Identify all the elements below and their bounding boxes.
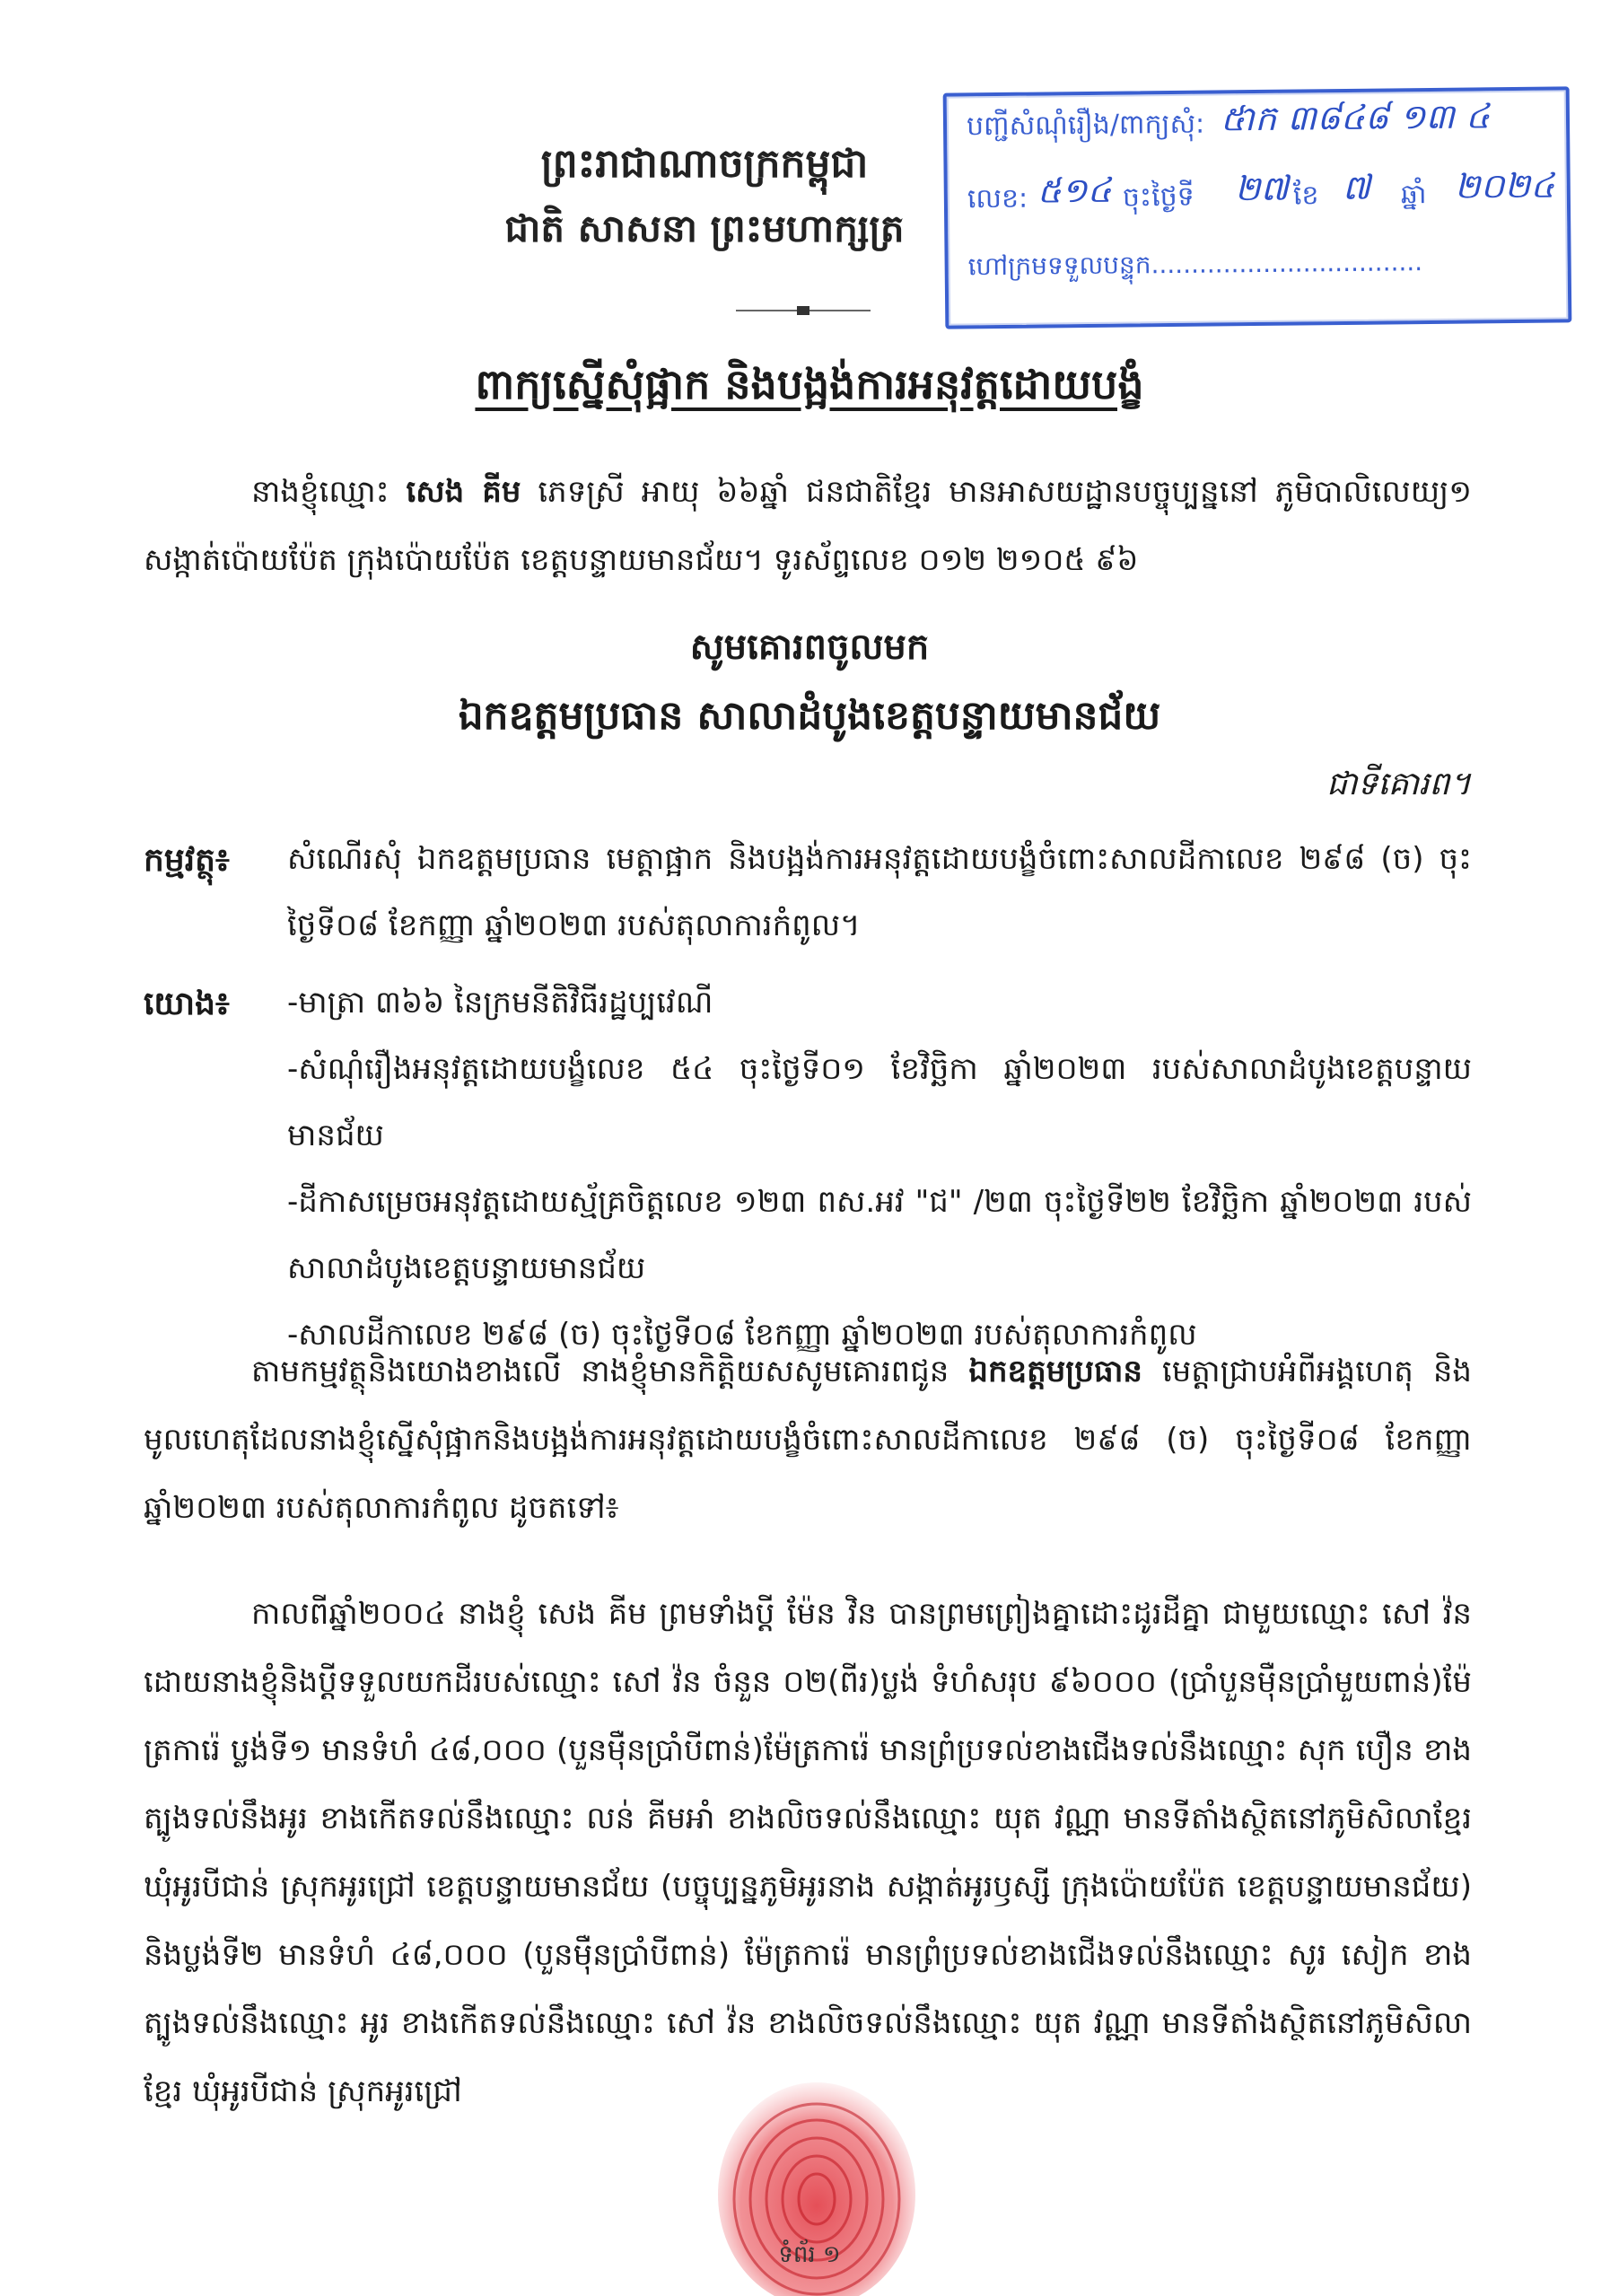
stamp-handwritten-month: ៧: [1342, 167, 1371, 208]
stamp-month-label: ខែ: [1292, 180, 1319, 212]
respect-closing: ជាទីគោរព។: [1326, 766, 1471, 802]
references-list: [287, 969, 1472, 1368]
applicant-name: សេង គីម: [406, 474, 521, 510]
stamp-day-label: ចុះថ្ងៃទី: [1122, 180, 1195, 214]
body1-bold-title: ឯកឧត្តមប្រធាន: [968, 1354, 1142, 1389]
stamp-handwritten-registry: ៥ាក ៣៨៤៨ ១៣ ៤: [1220, 96, 1491, 139]
reference-item: -ដីកាសម្រេចអនុវត្តដោយស្ម័គ្រចិត្តលេខ ១២៣ ពស.អវ "ជ" /២៣ ចុះថ្ងៃទី២២ ខែវិច្ឆិកា ឆ្នាំ២០២៣ របស់សាលាដំបូងខេត្តបន្ទាយមានជ័យ: [287, 1184, 1472, 1286]
intro-text-2: ភេទស្រី អាយុ ៦៦ឆ្នាំ ជនជាតិខ្មែរ មានអាសយដ្ឋានបច្ចុប្បន្ននៅ ភូមិបាលិលេយ្យ១ សង្កាត់ប៉ោយប៉ែត ក្រុងប៉ោយប៉ែត ខេត្តបន្ទាយមានជ័យ។ ទូរស័ព្ទលេខ ០១២ ២១០៥ ៩៦: [144, 474, 1473, 578]
reference-item: -សំណុំរឿងអនុវត្តដោយបង្ខំលេខ ៥៤ ចុះថ្ងៃទី០១ ខែវិច្ឆិកា ឆ្នាំ២០២៣ របស់សាលាដំបូងខេត្តបន្ទាយមានជ័យ: [287, 1051, 1472, 1153]
body1-text-2: មេត្តាជ្រាបអំពីអង្គហេតុ និងមូលហេតុដែលនាងខ្ញុំស្នើសុំផ្អាកនិងបង្អង់ការអនុវត្តដោយបង្ខំចំពោះសាលដីកាលេខ ២៩៨ (ច) ចុះថ្ងៃទី០៨ ខែកញ្ញា ឆ្នាំ២០២៣ របស់តុលាការកំពូល ដូចតទៅ៖: [144, 1354, 1472, 1526]
ornament-divider: [736, 305, 871, 316]
subject-label: កម្មវត្ថុ៖: [144, 842, 230, 879]
reference-item: -មាត្រា ៣៦៦ នៃក្រមនីតិវិធីរដ្ឋប្បវេណី: [287, 985, 713, 1021]
stamp-line-registry: បញ្ជីសំណុំរឿង/ពាក្យសុំ:: [966, 108, 1205, 143]
stamp-year-label: ឆ្នាំ: [1400, 179, 1427, 211]
stamp-handwritten-day: ២៧: [1234, 168, 1289, 209]
page-number: ទំព័រ ១: [778, 2241, 841, 2268]
intro-paragraph: [144, 458, 1472, 594]
body-paragraph-2: កាលពីឆ្នាំ២០០៤ នាងខ្ញុំ សេង គីម ព្រមទាំងប្តី ម៉ែន វិន បានព្រមព្រៀងគ្នាដោះដូរដីគ្នា ជាមួយឈ្មោះ សៅ វ៉ន ដោយនាងខ្ញុំនិងប្តីទទួលយកដីរបស់ឈ្មោះ សៅ វ៉ន ចំនួន ០២(ពីរ)ប្លង់ ទំហំសរុប ៩៦០០០ (ប្រាំបួនម៉ឺនប្រាំមួយពាន់)ម៉ែត្រការ៉េ ប្លង់ទី១ មានទំហំ ៤៨,០០០ (បួនម៉ឺនប្រាំបីពាន់)ម៉ែត្រការ៉េ មានព្រំប្រទល់ខាងជើងទល់នឹងឈ្មោះ សុក បឿន ខាងត្បូងទល់នឹងអូរ ខាងកើតទល់នឹងឈ្មោះ លន់ គីមអាំ ខាងលិចទល់នឹងឈ្មោះ យុត វណ្ណា មានទីតាំងស្ថិតនៅភូមិសិលាខ្មែរ ឃុំអូរបីជាន់ ស្រុកអូរជ្រៅ ខេត្តបន្ទាយមានជ័យ (បច្ចុប្បន្នភូមិអូរនាង សង្កាត់អូរឫស្សី ក្រុងប៉ោយប៉ែត ខេត្តបន្ទាយមានជ័យ) និងប្លង់ទី២ មានទំហំ ៤៨,០០០ (បួនម៉ឺនប្រាំបីពាន់) ម៉ែត្រការ៉េ មានព្រំប្រទល់ខាងជើងទល់នឹងឈ្មោះ សូរ សៀក ខាងត្បូងទល់នឹងឈ្មោះ អូរ ខាងកើតទល់នឹងឈ្មោះ សៅ វ៉ន ខាងលិចទល់នឹងឈ្មោះ យុត វណ្ណា មានទីតាំងស្ថិតនៅភូមិសិលាខ្មែរ ឃុំអូរបីជាន់ ស្រុកអូរជ្រៅ: [144, 1596, 1472, 2109]
stamp-handwritten-number: ៥១៤: [1037, 170, 1112, 211]
addressee-title: ឯកឧត្តមប្រធាន សាលាដំបូងខេត្តបន្ទាយមានជ័យ: [458, 693, 1161, 739]
kingdom-motto-line2: ជាតិ សាសនា ព្រះមហាក្សត្រ: [504, 206, 905, 250]
subject-text: សំណើរសុំ ឯកឧត្តមប្រធាន មេត្តាផ្អាក និងបង្អង់ការអនុវត្តដោយបង្ខំចំពោះសាលដីកាលេខ ២៩៨ (ច) ចុះថ្ងៃទី០៨ ខែកញ្ញា ឆ្នាំ២០២៣ របស់តុលាការកំពូល។: [287, 841, 1473, 943]
stamp-number-label: លេខ:: [967, 182, 1028, 215]
stamp-officer-line: ហៅក្រមទទួលបន្ទុក..................................: [967, 247, 1423, 282]
document-title: ពាក្យស្នើសុំផ្អាក និងបង្អង់ការអនុវត្តដោយបង្ខំ: [475, 360, 1144, 408]
reference-item: -សាលដីកាលេខ ២៩៨ (ច) ចុះថ្ងៃទី០៨ ខែកញ្ញា ឆ្នាំ២០២៣ របស់តុលាការកំពូល: [287, 1317, 1197, 1353]
references-label: យោង៖: [144, 986, 230, 1022]
stamp-handwritten-year: ២០២៤: [1454, 165, 1555, 206]
body-paragraph-1: [144, 1337, 1472, 1542]
registry-stamp: [943, 86, 1572, 329]
addressee-greeting: សូមគោរពចូលមក: [689, 627, 930, 668]
kingdom-motto-line1: ព្រះរាជាណាចក្រកម្ពុជា: [540, 141, 869, 187]
body1-text-1: តាមកម្មវត្ថុនិងយោងខាងលើ នាងខ្ញុំមានកិត្តិយសសូមគោរពជូន: [251, 1354, 969, 1389]
intro-text-1: នាងខ្ញុំឈ្មោះ: [251, 474, 407, 510]
